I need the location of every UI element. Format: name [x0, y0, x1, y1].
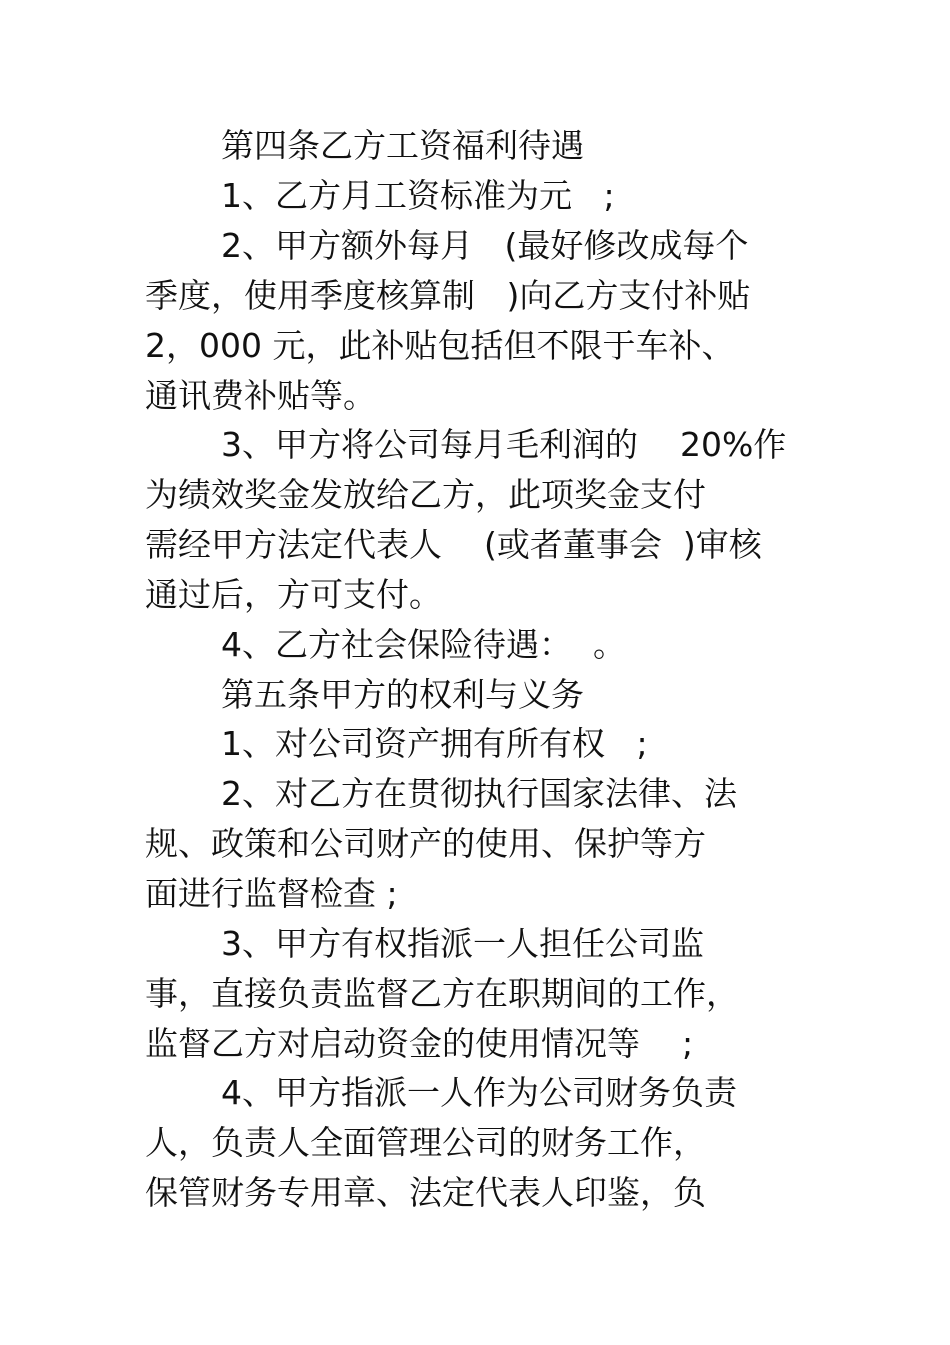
paragraph-line: 季度，使用季度核算制 )向乙方支付补贴	[145, 276, 751, 315]
paragraph-line: 3、甲方有权指派一人担任公司监	[221, 924, 704, 963]
article-5-heading: 第五条甲方的权利与义务	[221, 675, 584, 714]
paragraph-line: 1、对公司资产拥有所有权 ;	[221, 724, 648, 763]
article-4-heading: 第四条乙方工资福利待遇	[221, 126, 584, 165]
paragraph-line: 人，负责人全面管理公司的财务工作，	[145, 1123, 706, 1162]
paragraph-line: 事，直接负责监督乙方在职期间的工作，	[145, 974, 739, 1013]
paragraph-line: 1、乙方月工资标准为元 ;	[221, 176, 615, 215]
paragraph-line: 2、对乙方在贯彻执行国家法律、法	[221, 774, 737, 813]
paragraph-line: 规、政策和公司财产的使用、保护等方	[145, 824, 706, 863]
paragraph-line: 为绩效奖金发放给乙方，此项奖金支付	[145, 475, 706, 514]
paragraph-line: 4、乙方社会保险待遇： 。	[221, 625, 626, 664]
paragraph-line: 2、甲方额外每月 (最好修改成每个	[221, 226, 749, 265]
paragraph-line: 通讯费补贴等。	[145, 376, 376, 415]
paragraph-line: 面进行监督检查 ;	[145, 874, 398, 913]
paragraph-line: 保管财务专用章、法定代表人印鉴，负	[145, 1173, 706, 1212]
paragraph-line: 4、甲方指派一人作为公司财务负责	[221, 1073, 737, 1112]
paragraph-line: 3、甲方将公司每月毛利润的 20%作	[221, 425, 787, 464]
paragraph-line: 通过后，方可支付。	[145, 575, 442, 614]
paragraph-line: 监督乙方对启动资金的使用情况等 ;	[145, 1024, 694, 1063]
paragraph-line: 2，000 元，此补贴包括但不限于车补、	[145, 326, 735, 365]
paragraph-line: 需经甲方法定代表人 (或者董事会 )审核	[145, 525, 762, 564]
